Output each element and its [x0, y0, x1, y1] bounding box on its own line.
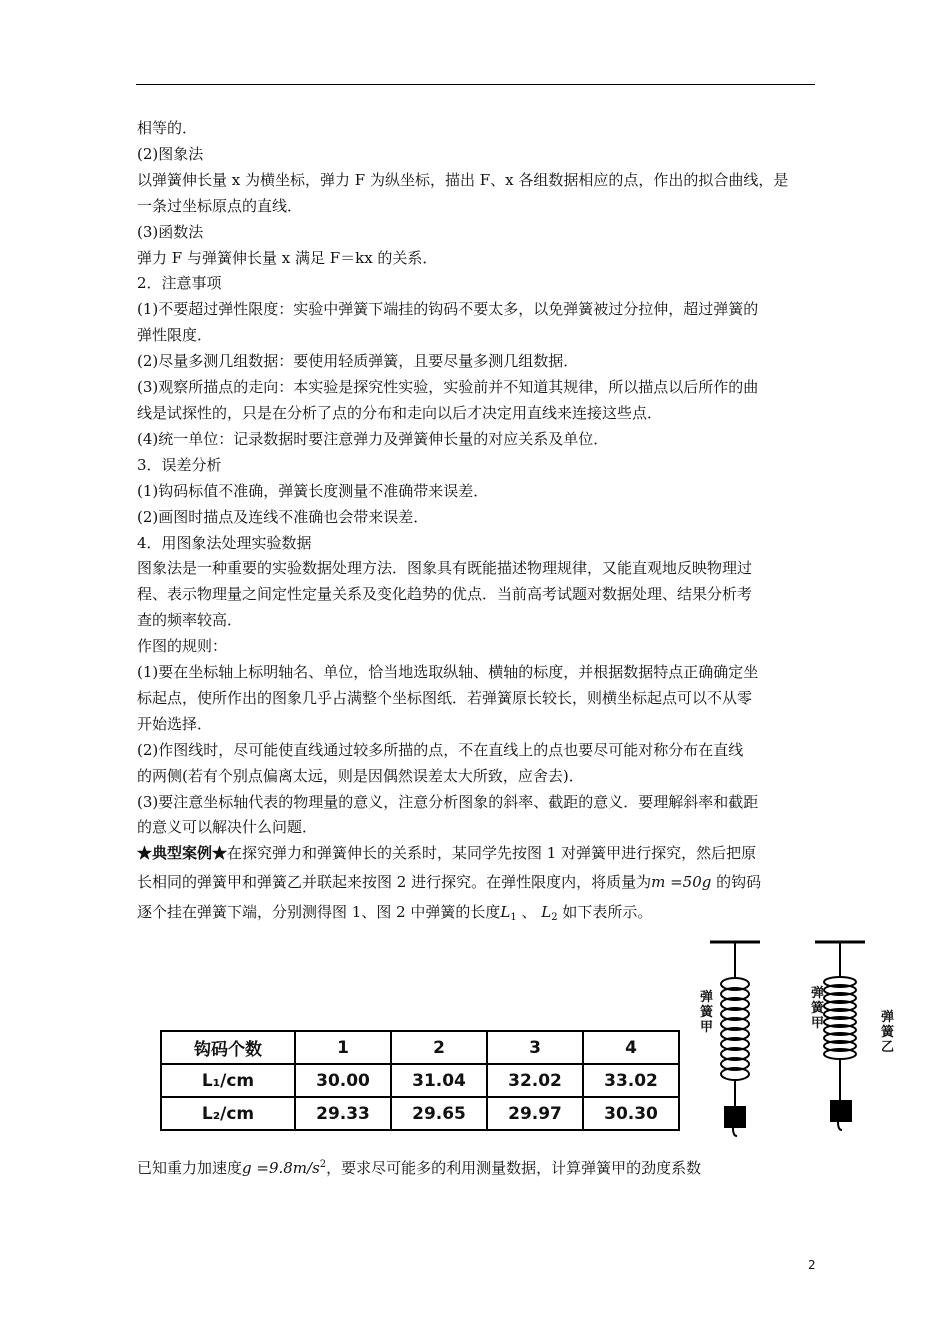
text-line: 开始选择．: [137, 714, 213, 733]
section-heading: 4．用图象法处理实验数据: [137, 533, 312, 552]
table-cell: 31.04: [391, 1064, 487, 1097]
text-line: (1)不要超过弹性限度：实验中弹簧下端挂的钩码不要太多，以免弹簧被过分拉伸，超过弹簧的: [137, 300, 759, 319]
text-line: (3)函数法: [137, 222, 204, 241]
table-cell: 29.33: [295, 1097, 391, 1130]
table-row: [161, 1064, 679, 1097]
question-line: 已知重力加速度$g =9.8m/s^2$，要求尽可能多的利用测量数据，计算弹簧甲的劲度系数: [137, 1159, 702, 1177]
page-number: 2: [808, 1258, 816, 1272]
example-line: 逐个挂在弹簧下端，分别测得图 1、图 2 中弹簧的长度$L_1$ 、 $L_2$ 如下表所示。: [137, 903, 653, 924]
text-line: (3)要注意坐标轴代表的物理量的意义，注意分析图象的斜率、截距的意义．要理解斜率和截距: [137, 792, 759, 811]
table-cell: 30.30: [583, 1097, 679, 1130]
experiment-figure: [160, 930, 895, 1150]
header-rule: [136, 84, 815, 85]
text-line: 标起点，使所作出的图象几乎占满整个坐标图纸．若弹簧原长较长，则横坐标起点可以不从零: [137, 688, 753, 707]
example-line: 长相同的弹簧甲和弹簧乙并联起来按图 2 进行探究。在弹性限度内，将质量为m =50g 的钩码: [137, 873, 762, 892]
row-label: L₂/cm: [161, 1097, 295, 1130]
body-text: [137, 116, 817, 933]
text-line: (1)要在坐标轴上标明轴名、单位，恰当地选取纵轴、横轴的标度，并根据数据特点正确确定坐: [137, 663, 759, 682]
table-header: 2: [391, 1031, 487, 1064]
section-heading: 3．误差分析: [137, 455, 222, 474]
text-line: (3)观察所描点的走向：本实验是探究性实验，实验前并不知道其规律，所以描点以后所作的曲: [137, 378, 759, 397]
text-line: 弹性限度．: [137, 326, 213, 345]
text-line: 图象法是一种重要的实验数据处理方法．图象具有既能描述物理规律，又能直观地反映物理过: [137, 559, 753, 578]
table-cell: 32.02: [487, 1064, 583, 1097]
L2-symbol: L: [541, 903, 552, 922]
text-line: (2)画图时描点及连线不准确也会带来误差．: [137, 507, 429, 526]
table-cell: 29.65: [391, 1097, 487, 1130]
spring-label-a2: 弹簧甲: [811, 986, 825, 1031]
text-line: (2)尽量多测几组数据：要使用轻质弹簧，且要尽量多测几组数据．: [137, 352, 579, 371]
table-header: 3: [487, 1031, 583, 1064]
text-line: 的意义可以解决什么问题．: [137, 818, 318, 837]
text-line: 程、表示物理量之间定性定量关系及变化趋势的优点．当前高考试题对数据处理、结果分析考: [137, 585, 753, 604]
table-cell: 30.00: [295, 1064, 391, 1097]
table-cell: 29.97: [487, 1097, 583, 1130]
table-header: 钩码个数: [161, 1031, 295, 1064]
text-line: (2)图象法: [137, 144, 204, 163]
text-line: 查的频率较高．: [137, 611, 243, 630]
spring-label-b: 弹簧乙: [881, 1010, 895, 1055]
text-line: 线是试探性的，只是在分析了点的分布和走向以后才决定用直线来连接这些点．: [137, 403, 663, 422]
text-line: 弹力 F 与弹簧伸长量 x 满足 F＝kx 的关系．: [137, 248, 438, 267]
text-line: (1)钩码标值不准确，弹簧长度测量不准确带来误差．: [137, 481, 489, 500]
text-line: 一条过坐标原点的直线．: [137, 196, 303, 215]
table-header: 1: [295, 1031, 391, 1064]
table-header: 4: [583, 1031, 679, 1064]
table-row: [161, 1097, 679, 1130]
text-line: 作图的规则：: [137, 637, 228, 656]
text-line: 的两侧(若有个别点偏离太远，则是因偶然误差太大所致，应舍去)．: [137, 766, 584, 785]
L1-symbol: L: [500, 903, 511, 922]
spring-figure-1: [700, 938, 770, 1148]
text-line: (4)统一单位：记录数据时要注意弹力及弹簧伸长量的对应关系及单位．: [137, 429, 609, 448]
g-formula: g =9.8m/s: [242, 1159, 320, 1177]
table-header-row: [161, 1031, 679, 1064]
text-line: (2)作图线时，尽可能使直线通过较多所描的点，不在直线上的点也要尽可能对称分布在直线: [137, 740, 744, 759]
spring-figure-2: [810, 938, 880, 1148]
text-line: 相等的．: [137, 119, 198, 137]
table-cell: 33.02: [583, 1064, 679, 1097]
row-label: L₁/cm: [161, 1064, 295, 1097]
text-line: 以弹簧伸长量 x 为横坐标，弹力 F 为纵坐标，描出 F、x 各组数据相应的点，作出的拟合曲线，是: [137, 170, 789, 189]
example-label: ★典型案例★: [137, 844, 228, 863]
data-table: [160, 1030, 680, 1131]
mass-formula: m =50g: [651, 873, 712, 892]
example-line: ★典型案例★在探究弹力和弹簧伸长的关系时，某同学先按图 1 对弹簧甲进行探究，然后把原: [137, 844, 757, 863]
section-heading: 2．注意事项: [137, 274, 222, 293]
spring-label-a: 弹簧甲: [700, 990, 714, 1035]
